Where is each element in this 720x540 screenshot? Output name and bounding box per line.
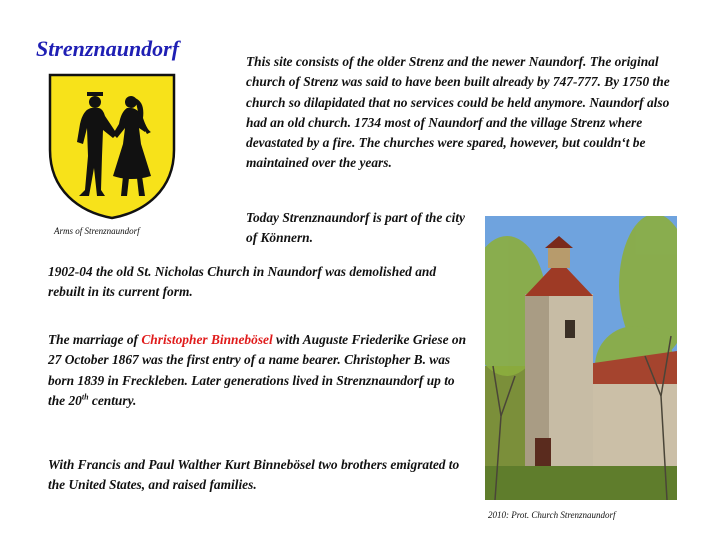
coat-of-arms <box>47 72 177 220</box>
ordinal-suffix: th <box>81 392 89 402</box>
marriage-text-end: century. <box>88 392 137 408</box>
marriage-text-before: The marriage of <box>48 332 142 347</box>
coat-caption: Arms of Strenznaundorf <box>54 226 140 236</box>
church-rebuild-paragraph: 1902-04 the old St. Nicholas Church in Naundorf was demolished and rebuilt in its current form. <box>48 264 437 300</box>
marriage-paragraph <box>48 330 468 411</box>
tower-window <box>565 320 575 338</box>
marriage-text-after: with Auguste Friederike Griese on 27 October 1867 was the first entry of a name bearer. Christopher B. was born 1839 in Freckleben. Later generations lived in Strenznaundorf up to the 20 <box>48 332 467 408</box>
page-title: Strenznaundorf <box>36 36 180 61</box>
today-paragraph: Today Strenznaundorf is part of the city of Könnern. <box>246 210 465 246</box>
photo-caption: 2010: Prot. Church Strenznaundorf <box>488 510 616 520</box>
highlighted-name: Christopher Binnebösel <box>141 332 273 347</box>
church-photo <box>485 216 677 500</box>
intro-paragraph: This site consists of the older Strenz and the newer Naundorf. The original church of Strenz was said to have been built already by 747-777. By 1750 the church so dilapidated that no services could be held anymore. Naundorf also had an old church. 1734 most of Naundorf and the village Strenz where devastated by a fire. The churches were spared, however, but couldn‘t be maintained over the years. <box>246 54 670 171</box>
emigration-paragraph: With Francis and Paul Walther Kurt Binnebösel two brothers emigrated to the United States, and raised families. <box>48 457 460 493</box>
shield-shape <box>50 75 174 218</box>
church-door <box>535 438 551 468</box>
